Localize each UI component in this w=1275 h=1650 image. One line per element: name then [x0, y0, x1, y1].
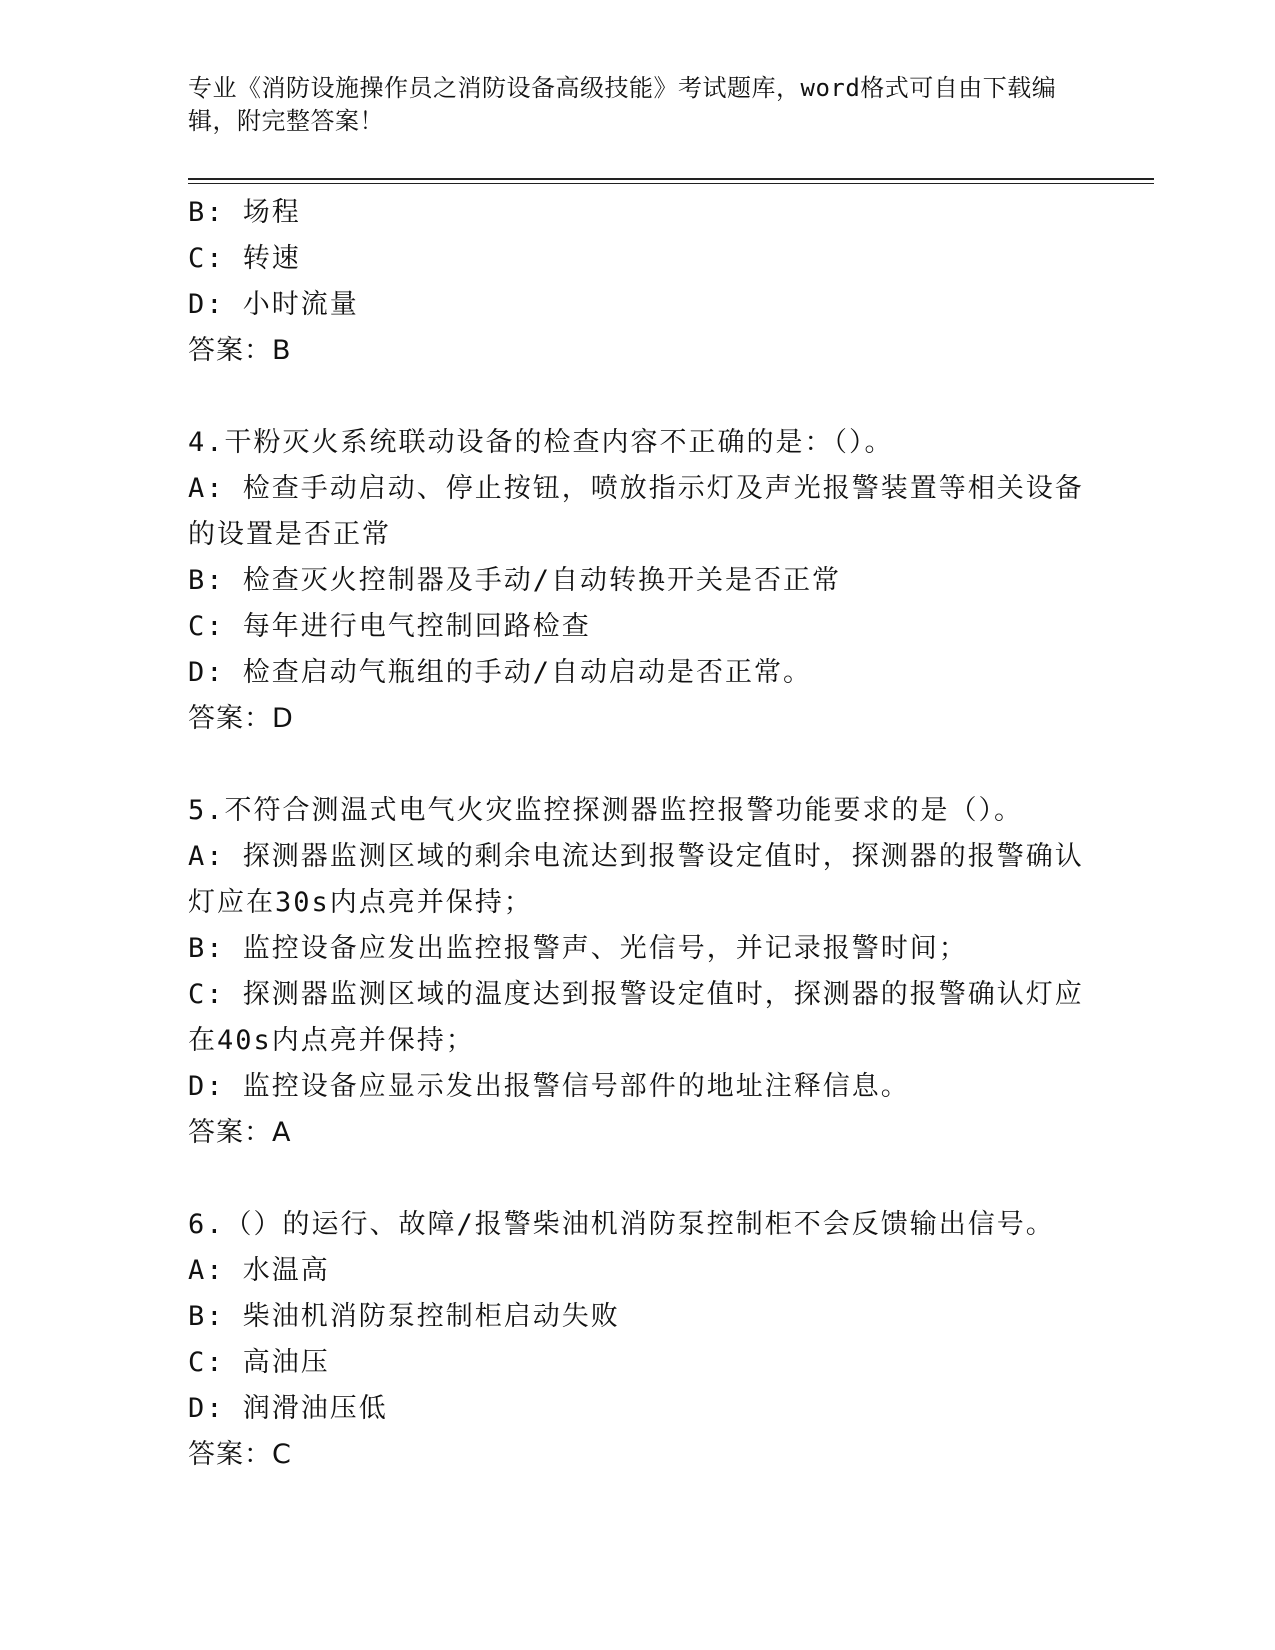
answer-line: 答案：B	[188, 335, 292, 366]
option-b: B: 场程	[188, 197, 301, 228]
question-stem: 4.干粉灭火系统联动设备的检查内容不正确的是：（）。	[188, 427, 894, 458]
answer-line: 答案：A	[188, 1117, 292, 1148]
question-block-4	[188, 420, 1088, 742]
option-b: B: 监控设备应发出监控报警声、光信号，并记录报警时间；	[188, 933, 968, 964]
spacer	[188, 1156, 1088, 1202]
answer-line: 答案：C	[188, 1439, 292, 1470]
option-c: C: 探测器监测区域的温度达到报警设定值时，探测器的报警确认灯应在40s内点亮并保持；	[188, 979, 1084, 1056]
answer-line: 答案：D	[188, 703, 294, 734]
question-block-5	[188, 788, 1088, 1156]
option-d: D: 监控设备应显示发出报警信号部件的地址注释信息。	[188, 1071, 910, 1102]
option-d: D: 小时流量	[188, 289, 359, 320]
option-d: D: 检查启动气瓶组的手动/自动启动是否正常。	[188, 657, 813, 688]
document-header: 专业《消防设施操作员之消防设备高级技能》考试题库，word格式可自由下载编辑，附完整答案！	[188, 74, 1057, 135]
option-a: A: 检查手动启动、停止按钮，喷放指示灯及声光报警装置等相关设备的设置是否正常	[188, 473, 1084, 550]
spacer	[188, 742, 1088, 788]
option-a: A: 探测器监测区域的剩余电流达到报警设定值时，探测器的报警确认灯应在30s内点亮并保持；	[188, 841, 1084, 918]
question-list	[188, 190, 1088, 1478]
question-stem: 6.（）的运行、故障/报警柴油机消防泵控制柜不会反馈输出信号。	[188, 1209, 1055, 1240]
option-c: C: 转速	[188, 243, 301, 274]
option-d: D: 润滑油压低	[188, 1393, 388, 1424]
option-b: B: 检查灭火控制器及手动/自动转换开关是否正常	[188, 565, 842, 596]
option-a: A: 水温高	[188, 1255, 330, 1286]
header-divider-thick	[188, 178, 1154, 180]
question-stem: 5.不符合测温式电气火灾监控探测器监控报警功能要求的是（）。	[188, 795, 1024, 826]
question-block-6	[188, 1202, 1088, 1478]
question-block-3	[188, 190, 1088, 374]
option-c: C: 每年进行电气控制回路检查	[188, 611, 591, 642]
option-b: B: 柴油机消防泵控制柜启动失败	[188, 1301, 620, 1332]
header-divider-thin	[188, 183, 1154, 184]
option-c: C: 高油压	[188, 1347, 330, 1378]
spacer	[188, 374, 1088, 420]
